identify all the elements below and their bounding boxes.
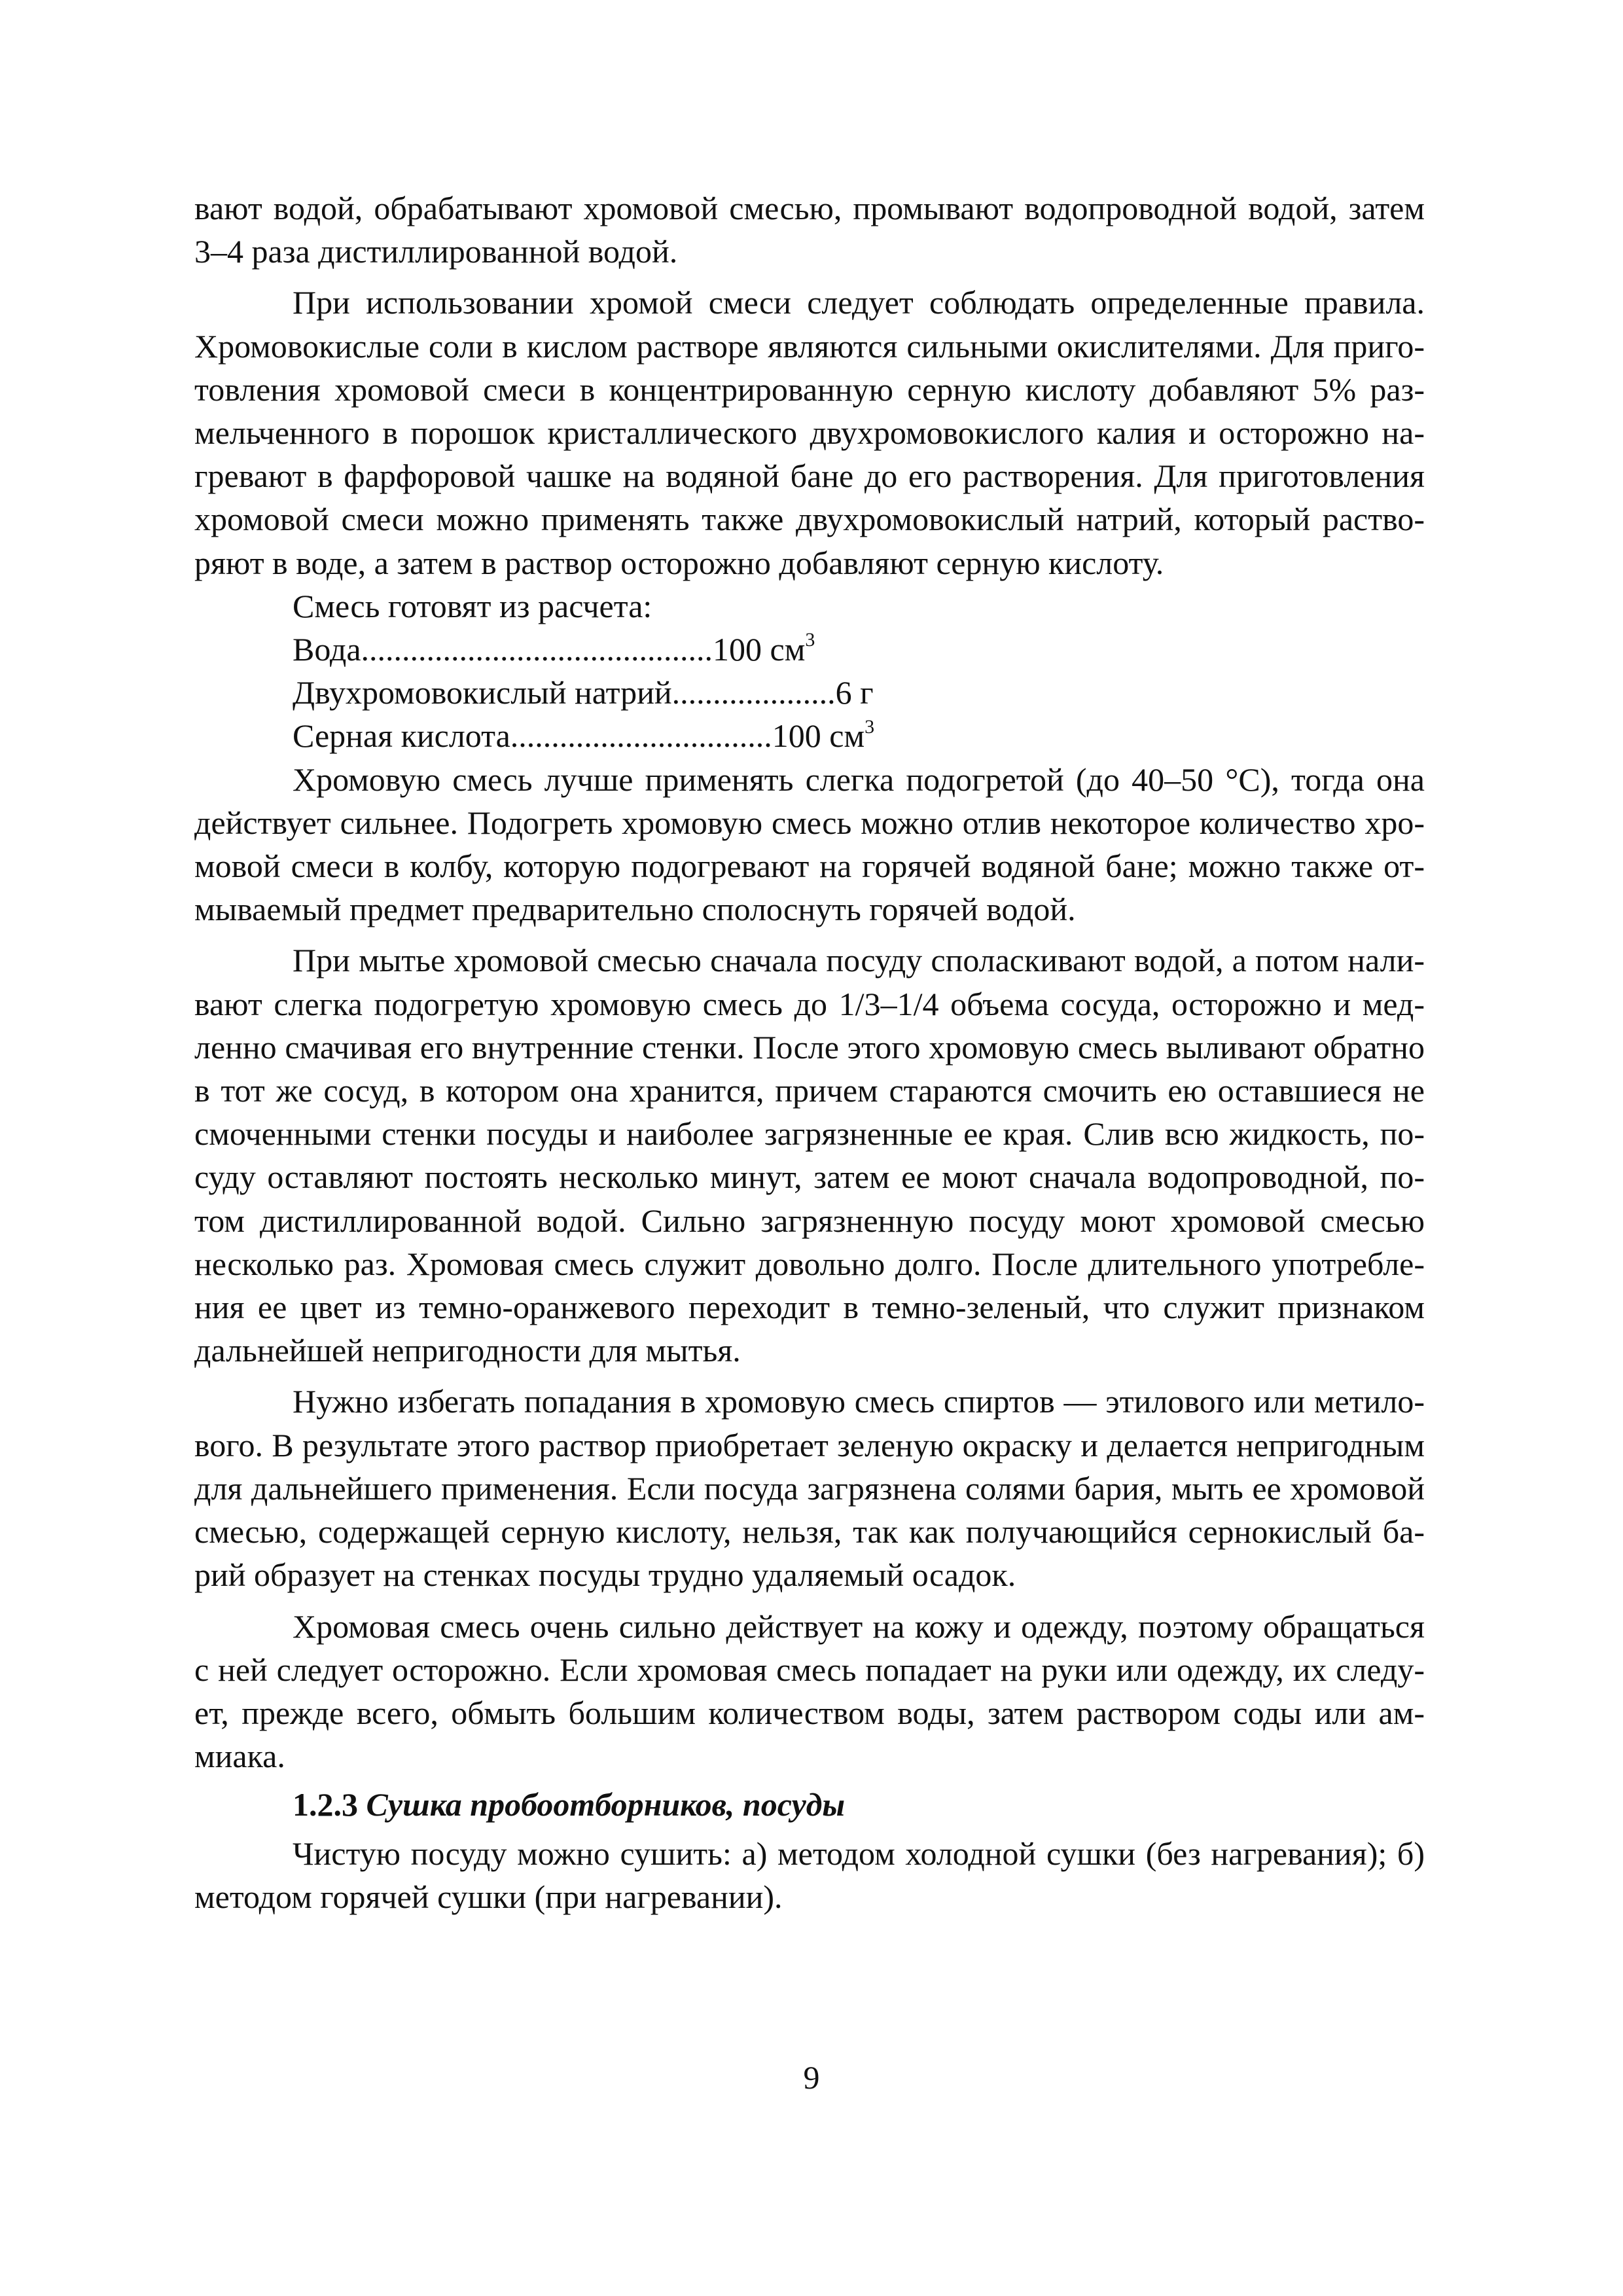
paragraph-drying-methods: Чистую посуду можно сушить: а) методом холодной сушки (без нагревания); б) методом горячей сушки (при нагревании). bbox=[194, 1835, 1425, 1915]
section-number: 1.2.3 bbox=[293, 1786, 358, 1823]
section-title: Сушка пробоотборников, посуды bbox=[366, 1786, 846, 1823]
section-heading bbox=[194, 1783, 1425, 1826]
paragraph-safety: Хромовая смесь очень сильно действует на кожу и одежду, поэтому обращаться с ней следует осторожно. Если хромовая смесь попадает на руки или одежду, их следует, прежде всего, обмыть большим количеством воды, затем раствором соды или аммиака. bbox=[194, 1607, 1425, 1775]
paragraph-chromic-mixture-rules: При использовании хромой смеси следует соблюдать определенные правила. Хромовокислые соли в кислом растворе являются сильными окислителями. Для приготовления хромовой смеси в концентрированную серную кислоту добавляют 5% размельченного в порошок кристаллического двухромовокислого калия и осторожно нагревают в фарфоровой чашке на водяной бане до его растворения. Для приготовления хромовой смеси можно применять также двухромовокислый натрий, который растворяют в воде, а затем в раствор осторожно добавляют серную кислоту. bbox=[194, 284, 1425, 581]
page-number: 9 bbox=[803, 2059, 820, 2096]
paragraph-washing-procedure: При мытье хромовой смесью сначала посуду споласкивают водой, а потом наливают слегка подогретую хромовую смесь до 1/3–1/4 объема сосуда, осторожно и медленно смачивая его внутренние стенки. После этого хромовую смесь выливают обратно в тот же сосуд, в котором она хранится, причем стараются смочить ею оставшиеся не смоченными стенки посуды и наиболее загрязненные ее края. Слив всю жидкость, посуду оставляют постоять несколько минут, затем ее моют сначала водопроводной, потом дистиллированной водой. Сильно загрязненную посуду моют хромовой смесью несколько раз. Хромовая смесь служит довольно долго. После длительного употребления ее цвет из темно-оранжевого переходит в темно-зеленый, что служит признаком дальнейшей непригодности для мытья. bbox=[194, 942, 1425, 1369]
recipe-item-sodium-dichromate: Двухромовокислый натрий....................6 г bbox=[293, 674, 874, 711]
recipe-list bbox=[194, 628, 1425, 758]
paragraph-avoid-alcohols: Нужно избегать попадания в хромовую смесь спиртов — этилового или метилового. В результате этого раствор приобретает зеленую окраску и делается непригодным для дальнейшего применения. Если посуда загрязнена солями бария, мыть ее хромовой смесью, содержащей серную кислоту, нельзя, так как получающийся сернокислый барий образует на стенках посуды трудно удаляемый осадок. bbox=[194, 1383, 1425, 1594]
paragraph-heated-mixture: Хромовую смесь лучше применять слегка подогретой (до 40–50 °С), тогда она действует сильнее. Подогреть хромовую смесь можно отлив некоторое количество хромовой смеси в колбу, которую подогревают на горячей водяной бане; можно также отмываемый предмет предварительно сполоснуть горячей водой. bbox=[194, 761, 1425, 928]
paragraph-continuation: вают водой, обрабатывают хромовой смесью, промывают водопроводной водой, затем 3–4 раза дистиллированной водой. bbox=[194, 190, 1425, 270]
recipe-item-water: Вода...........................................100 $см^3$ bbox=[293, 629, 815, 668]
recipe-item-sulfuric-acid: Серная кислота................................100 $см^3$ bbox=[293, 715, 875, 755]
page-content bbox=[194, 187, 1425, 1918]
paragraph-recipe-intro: Смесь готовят из расчета: bbox=[293, 587, 652, 624]
